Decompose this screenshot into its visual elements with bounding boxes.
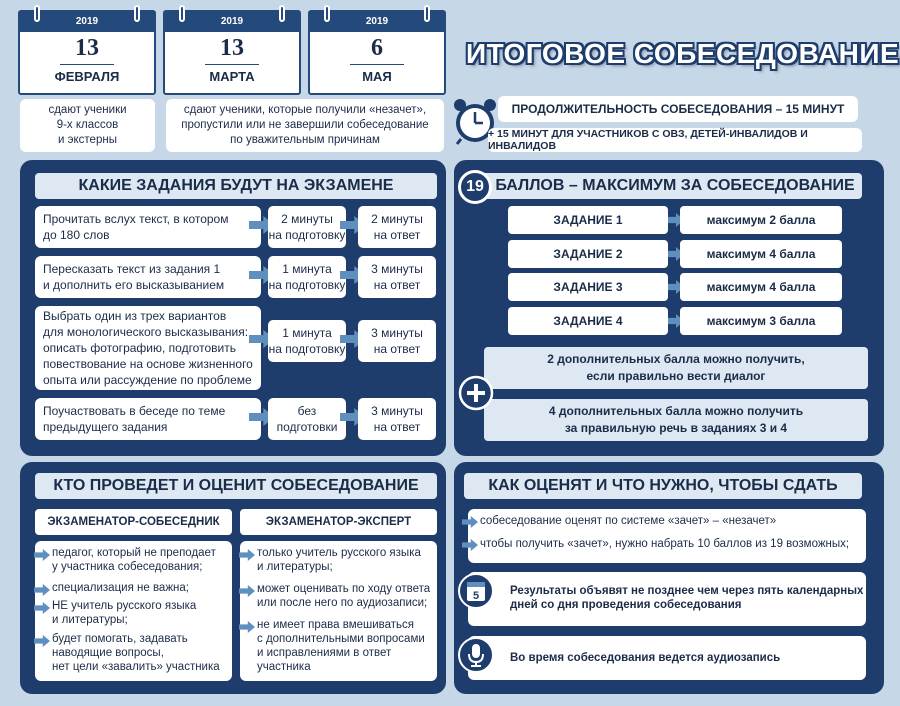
- examiner-expert-header: ЭКЗАМЕНАТОР-ЭКСПЕРТ: [240, 509, 437, 535]
- note-line: и экстерны: [58, 134, 117, 146]
- calendar-year: 2019: [20, 12, 154, 32]
- calendar-month: МАРТА: [209, 69, 255, 84]
- calendar-ring: [34, 5, 40, 22]
- calendar-day: 6: [371, 35, 383, 61]
- list-item: НЕ учитель русского языка и литературы;: [52, 600, 197, 626]
- note-line: по уважительным причинам: [230, 134, 380, 146]
- scores-title: БАЛЛОВ – МАКСИМУМ ЗА СОБЕСЕДОВАНИЕ: [464, 173, 862, 199]
- note-line: пропустили или не завершили собеседование: [181, 119, 429, 131]
- calendar-month: ФЕВРАЛЯ: [54, 69, 120, 84]
- task-answer: 3 минуты на ответ: [358, 398, 436, 440]
- calendar-year: 2019: [165, 12, 299, 32]
- list-item: не имеет права вмешиваться с дополнительными вопросами и исправлениями в ответ участника: [257, 619, 425, 673]
- calendar-may: [308, 10, 446, 95]
- list-item: может оценивать по ходу ответа или после него по аудиозаписи;: [257, 583, 431, 609]
- duration-main: ПРОДОЛЖИТЕЛЬНОСТЬ СОБЕСЕДОВАНИЯ – 15 МИНУТ: [498, 96, 858, 122]
- note-line: сдают ученики: [48, 104, 127, 116]
- passing-title: КАК ОЦЕНЯТ И ЧТО НУЖНО, ЧТОБЫ СДАТЬ: [464, 473, 862, 499]
- task-answer: 3 минуты на ответ: [358, 320, 436, 362]
- duration-extra: + 15 МИНУТ ДЛЯ УЧАСТНИКОВ С ОВЗ, ДЕТЕЙ-ИНВАЛИДОВ И ИНВАЛИДОВ: [488, 128, 862, 152]
- calendar-ring: [424, 5, 430, 22]
- examiners-title: КТО ПРОВЕДЕТ И ОЦЕНИТ СОБЕСЕДОВАНИЕ: [35, 473, 437, 499]
- note-9th-grade: [20, 99, 155, 152]
- task-description: Выбрать один из трех вариантов для монологического высказывания: описать фотографию, подготовить повествование на основе жизненного опыта или рассуждение по проблеме: [35, 306, 261, 390]
- score-max: максимум 4 балла: [680, 273, 842, 301]
- calendar-ring: [324, 5, 330, 22]
- task-prep: 1 минута на подготовку: [268, 256, 346, 298]
- calendar-feb: [18, 10, 156, 95]
- calendar-mar: [163, 10, 301, 95]
- list-item: педагог, который не преподает у участника собеседования;: [52, 547, 216, 573]
- score-task: ЗАДАНИЕ 4: [508, 307, 668, 335]
- score-task: ЗАДАНИЕ 3: [508, 273, 668, 301]
- calendar-day: 13: [220, 35, 244, 61]
- task-prep: 1 минута на подготовку: [268, 320, 346, 362]
- task-answer: 3 минуты на ответ: [358, 256, 436, 298]
- extra-points-speech: 4 дополнительных балла можно получить за правильную речь в заданиях 3 и 4: [484, 399, 868, 441]
- score-max: максимум 2 балла: [680, 206, 842, 234]
- calendar-month: МАЯ: [362, 69, 392, 84]
- criteria-item: собеседование оценят по системе «зачет» – «незачет»: [480, 515, 777, 527]
- list-item: специализация не важна;: [52, 582, 189, 594]
- score-task: ЗАДАНИЕ 1: [508, 206, 668, 234]
- task-description: Прочитать вслух текст, в котором до 180 слов: [35, 206, 261, 248]
- task-answer: 2 минуты на ответ: [358, 206, 436, 248]
- calendar-ring: [179, 5, 185, 22]
- examiner-interlocutor-header: ЭКЗАМЕНАТОР-СОБЕСЕДНИК: [35, 509, 232, 535]
- plus-icon: [458, 375, 494, 411]
- note-retake: [166, 99, 444, 152]
- calendar-ring: [134, 5, 140, 22]
- calendar-icon-number: 5: [472, 590, 480, 602]
- note-line: сдают ученики, которые получили «незачет»,: [183, 104, 427, 116]
- task-prep: без подготовки: [268, 398, 346, 440]
- calendar-icon: [458, 573, 494, 609]
- tasks-title: КАКИЕ ЗАДАНИЯ БУДУТ НА ЭКЗАМЕНЕ: [35, 173, 437, 199]
- results-text: Результаты объявят не позднее чем через пять календарных дней со дня проведения собеседования: [510, 585, 864, 611]
- score-max: максимум 3 балла: [680, 307, 842, 335]
- score-task: ЗАДАНИЕ 2: [508, 240, 668, 268]
- task-description: Поучаствовать в беседе по теме предыдущего задания: [35, 398, 261, 440]
- score-max: максимум 4 балла: [680, 240, 842, 268]
- score-badge: 19: [458, 170, 492, 204]
- calendar-year: 2019: [310, 12, 444, 32]
- list-item: будет помогать, задавать наводящие вопросы, нет цели «завалить» участника: [52, 633, 220, 673]
- audio-text: Во время собеседования ведется аудиозапись: [510, 652, 781, 664]
- extra-points-dialog: 2 дополнительных балла можно получить, если правильно вести диалог: [484, 347, 868, 389]
- calendar-day: 13: [75, 35, 99, 61]
- page-title: ИТОГОВОЕ СОБЕСЕДОВАНИЕ: [466, 38, 900, 69]
- calendar-ring: [279, 5, 285, 22]
- list-item: только учитель русского языка и литературы;: [257, 547, 421, 573]
- task-description: Пересказать текст из задания 1 и дополнить его высказыванием: [35, 256, 261, 298]
- criteria-item: чтобы получить «зачет», нужно набрать 10 баллов из 19 возможных;: [480, 538, 850, 550]
- note-line: 9-х классов: [56, 119, 119, 131]
- task-prep: 2 минуты на подготовку: [268, 206, 346, 248]
- microphone-icon: [458, 637, 494, 673]
